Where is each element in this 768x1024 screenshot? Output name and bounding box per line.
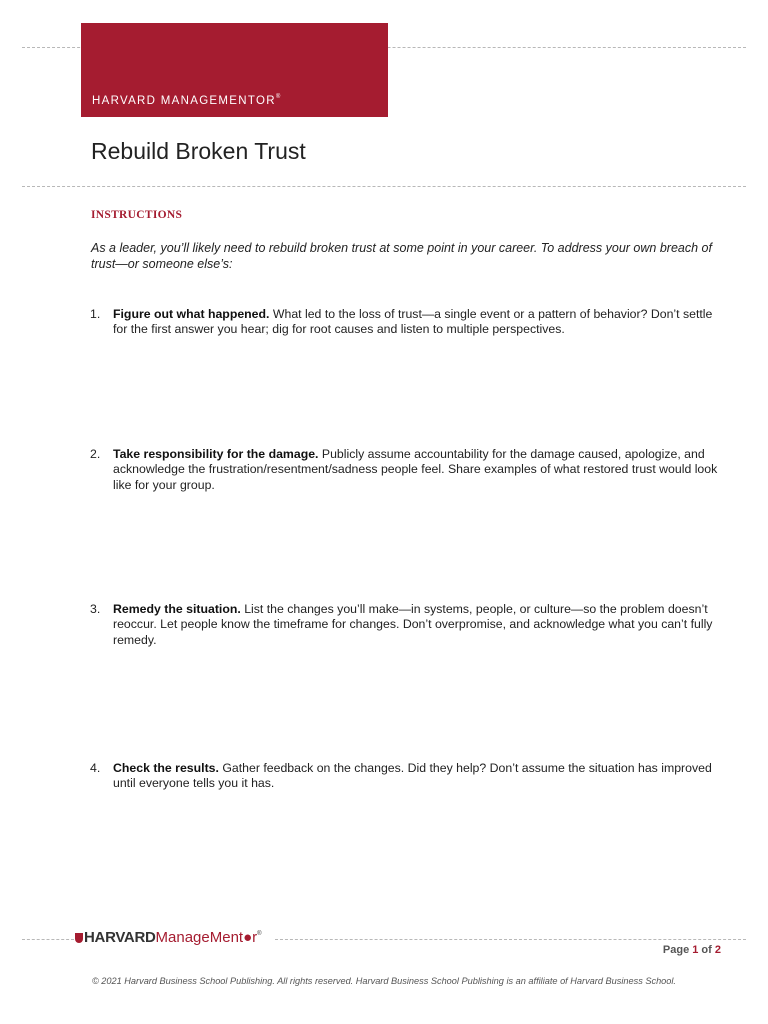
- brand-banner: [81, 23, 388, 117]
- footer-logo: HARVARDManageMent●r®: [75, 929, 262, 946]
- step-number: 4.: [90, 761, 101, 775]
- step-text: What led to the loss of trust—a single event or a pattern of behavior? Don’t settle for the first answer you hear; dig for root causes and listen to multiple perspectives.: [113, 307, 713, 337]
- step-number: 3.: [90, 602, 101, 616]
- page-number: Page 1 of 2: [662, 944, 721, 956]
- step-text: Gather feedback on the changes. Did they help? Don’t assume the situation has improved until everyone tells you it has.: [113, 761, 712, 791]
- step-item: [90, 602, 730, 648]
- page-title: Rebuild Broken Trust: [91, 138, 306, 164]
- step-title: Check the results.: [113, 761, 219, 775]
- step-item: [90, 761, 730, 792]
- step-number: 1.: [90, 307, 101, 321]
- title-divider: [22, 186, 746, 187]
- shield-crest-icon: [75, 933, 83, 943]
- footer-divider-right: [275, 939, 746, 940]
- step-item: [90, 307, 730, 338]
- instructions-heading: INSTRUCTIONS: [91, 209, 183, 221]
- footer-divider-left: [22, 939, 74, 940]
- step-item: [90, 447, 730, 493]
- step-text: List the changes you’ll make—in systems, people, or culture—so the problem doesn’t reoccur. Let people know the timeframe for changes. Don’t overpromise, and acknowledge what you can’t fully remedy.: [113, 602, 713, 647]
- intro-paragraph: As a leader, you’ll likely need to rebuild broken trust at some point in your career. To address your own breach of trust—or someone else’s:: [91, 241, 712, 271]
- step-text: Publicly assume accountability for the damage caused, apologize, and acknowledge the frustration/resentment/sadness people feel. Share examples of what restored trust would look like for your group.: [113, 447, 718, 492]
- step-title: Take responsibility for the damage.: [113, 447, 319, 461]
- step-number: 2.: [90, 447, 101, 461]
- banner-logo-text: HARVARD MANAGEMENTOR®: [92, 94, 281, 107]
- copyright-notice: © 2021 Harvard Business School Publishing. All rights reserved. Harvard Business School Publishing is an affiliate of Harvard Business School.: [91, 976, 676, 986]
- step-title: Remedy the situation.: [113, 602, 241, 616]
- target-o-icon: ●: [243, 929, 253, 946]
- step-title: Figure out what happened.: [113, 307, 270, 321]
